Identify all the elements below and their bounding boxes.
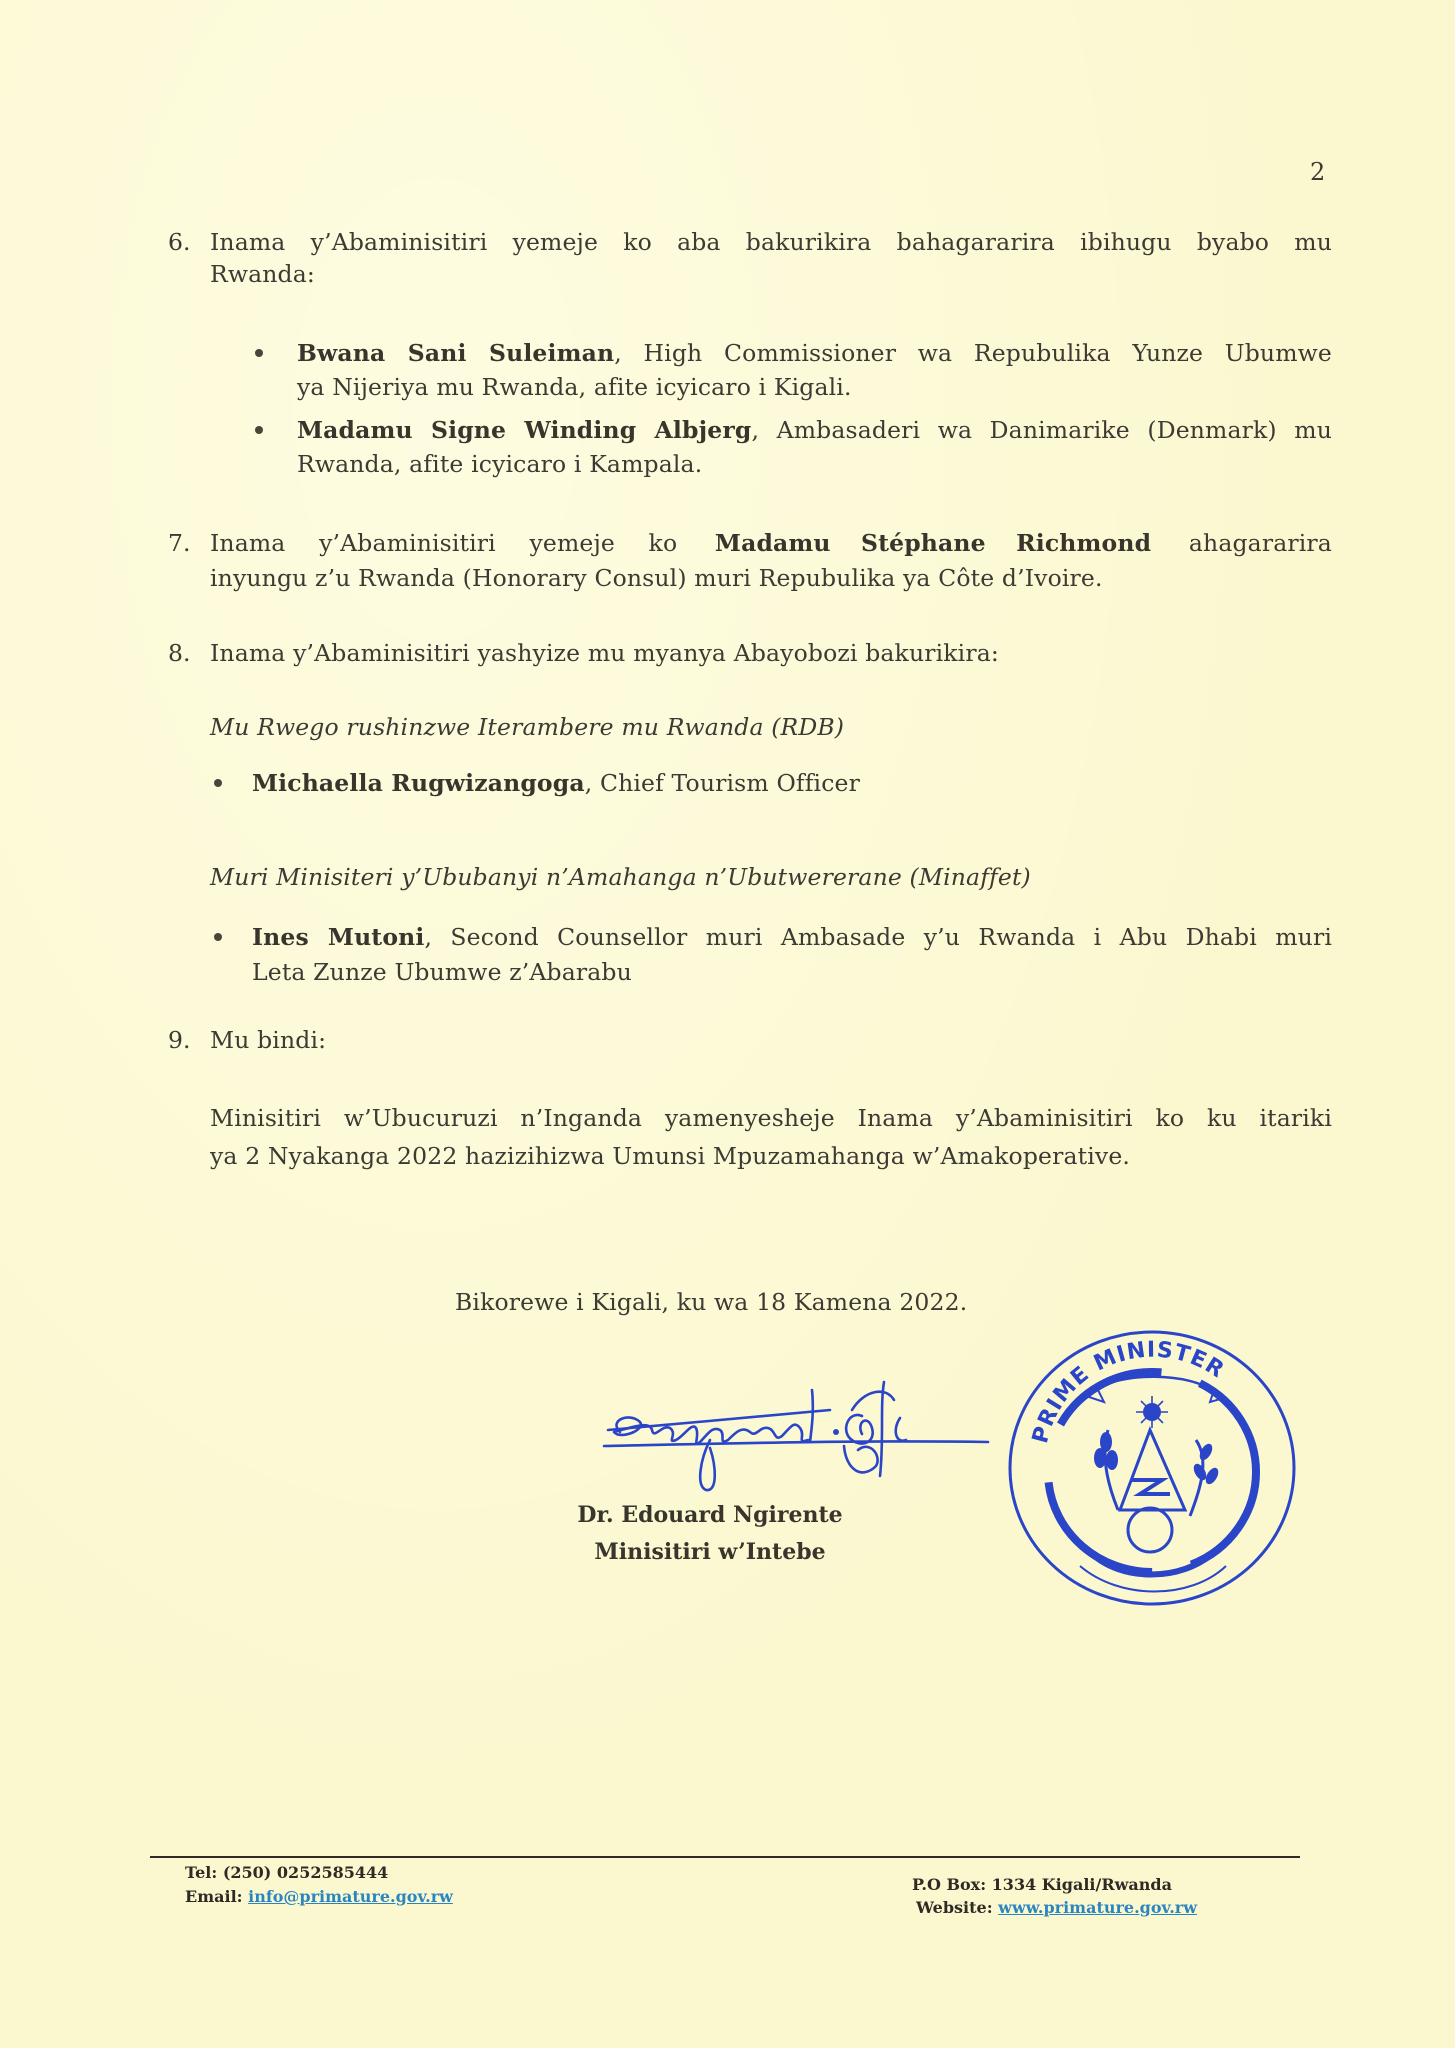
- item-9-paragraph-line-1: Minisitiri w’Ubucuruzi n’Inganda yamenyesheje Inama y’Abaminisitiri ko ku itariki: [210, 1104, 1332, 1132]
- person-name: Madamu Stéphane Richmond: [714, 529, 1152, 557]
- bullet-item-line-1: [297, 413, 1332, 447]
- person-name: Bwana Sani Suleiman: [297, 339, 615, 367]
- bullet-item-line-1: [252, 920, 1332, 954]
- bullet-icon: [214, 933, 222, 941]
- bullet-item-line-2: ya Nijeriya mu Rwanda, afite icyicaro i Kigali.: [297, 373, 852, 401]
- item-number: 6.: [168, 228, 191, 256]
- person-name: Ines Mutoni: [252, 923, 425, 951]
- bullet-icon: [255, 426, 263, 434]
- item-9-paragraph-line-2: ya 2 Nyakanga 2022 hazizihizwa Umunsi Mpuzamahanga w’Amakoperative.: [210, 1142, 1131, 1170]
- bullet-item-line-1: [297, 336, 1332, 370]
- item-7-line-1: [210, 526, 1332, 560]
- person-role: , Second Counsellor muri Ambasade y’u Rwanda i Abu Dhabi muri: [424, 923, 1332, 951]
- item-number: 8.: [168, 639, 191, 667]
- signatory-title: Minisitiri w’Intebe: [594, 1539, 826, 1565]
- item-number: 7.: [168, 529, 191, 557]
- seal-outer-text: PRIME MINISTER: [1028, 1337, 1229, 1447]
- bullet-item-line-2: Leta Zunze Ubumwe z’Abarabu: [252, 958, 632, 986]
- bullet-icon: [214, 779, 222, 787]
- person-role: , Chief Tourism Officer: [584, 769, 860, 797]
- email-link[interactable]: info@primature.gov.rw: [248, 1887, 453, 1906]
- person-role: , High Commissioner wa Repubulika Yunze Ubumwe: [614, 339, 1332, 367]
- item-7-line-2: inyungu z’u Rwanda (Honorary Consul) muri Repubulika ya Côte d’Ivoire.: [210, 564, 1103, 592]
- prime-minister-seal: [1000, 1320, 1300, 1610]
- item-7-text-end: ahagararira: [1188, 529, 1332, 557]
- signature-image: [600, 1370, 990, 1495]
- person-name: Michaella Rugwizangoga: [252, 769, 585, 797]
- person-role: , Ambasaderi wa Danimarike (Denmark) mu: [751, 416, 1332, 444]
- page-number: 2: [1310, 158, 1326, 186]
- footer-email: [185, 1886, 453, 1908]
- bullet-item-line-2: Rwanda, afite icyicaro i Kampala.: [297, 450, 703, 478]
- bullet-icon: [255, 349, 263, 357]
- footer-website: [916, 1897, 1197, 1919]
- institution-heading: Mu Rwego rushinzwe Iterambere mu Rwanda (RDB): [210, 713, 845, 741]
- item-9-text: Mu bindi:: [210, 1026, 327, 1054]
- signatory-name: Dr. Edouard Ngirente: [577, 1502, 843, 1528]
- website-link[interactable]: www.primature.gov.rw: [998, 1898, 1197, 1917]
- email-label: Email:: [185, 1887, 243, 1906]
- item-6-line-1: Inama y’Abaminisitiri yemeje ko aba bakurikira bahagararira ibihugu byabo mu: [210, 228, 1332, 256]
- footer-tel: [185, 1862, 388, 1884]
- tel-label: Tel:: [185, 1863, 218, 1882]
- footer-divider: [150, 1856, 1300, 1858]
- item-6-line-2: Rwanda:: [210, 260, 315, 288]
- item-7-text: Inama y’Abaminisitiri yemeje ko: [210, 529, 678, 557]
- date-line: Bikorewe i Kigali, ku wa 18 Kamena 2022.: [455, 1288, 968, 1316]
- item-number: 9.: [168, 1026, 191, 1054]
- institution-heading: Muri Minisiteri y’Ububanyi n’Amahanga n’Ubutwererane (Minaffet): [210, 863, 1031, 891]
- footer-pobox: P.O Box: 1334 Kigali/Rwanda: [912, 1875, 1172, 1894]
- person-name: Madamu Signe Winding Albjerg: [297, 416, 752, 444]
- item-8-text: Inama y’Abaminisitiri yashyize mu myanya Abayobozi bakurikira:: [210, 639, 999, 667]
- website-label: Website:: [916, 1898, 993, 1917]
- bullet-item-line-1: [252, 766, 860, 800]
- tel-value: (250) 0252585444: [222, 1863, 389, 1882]
